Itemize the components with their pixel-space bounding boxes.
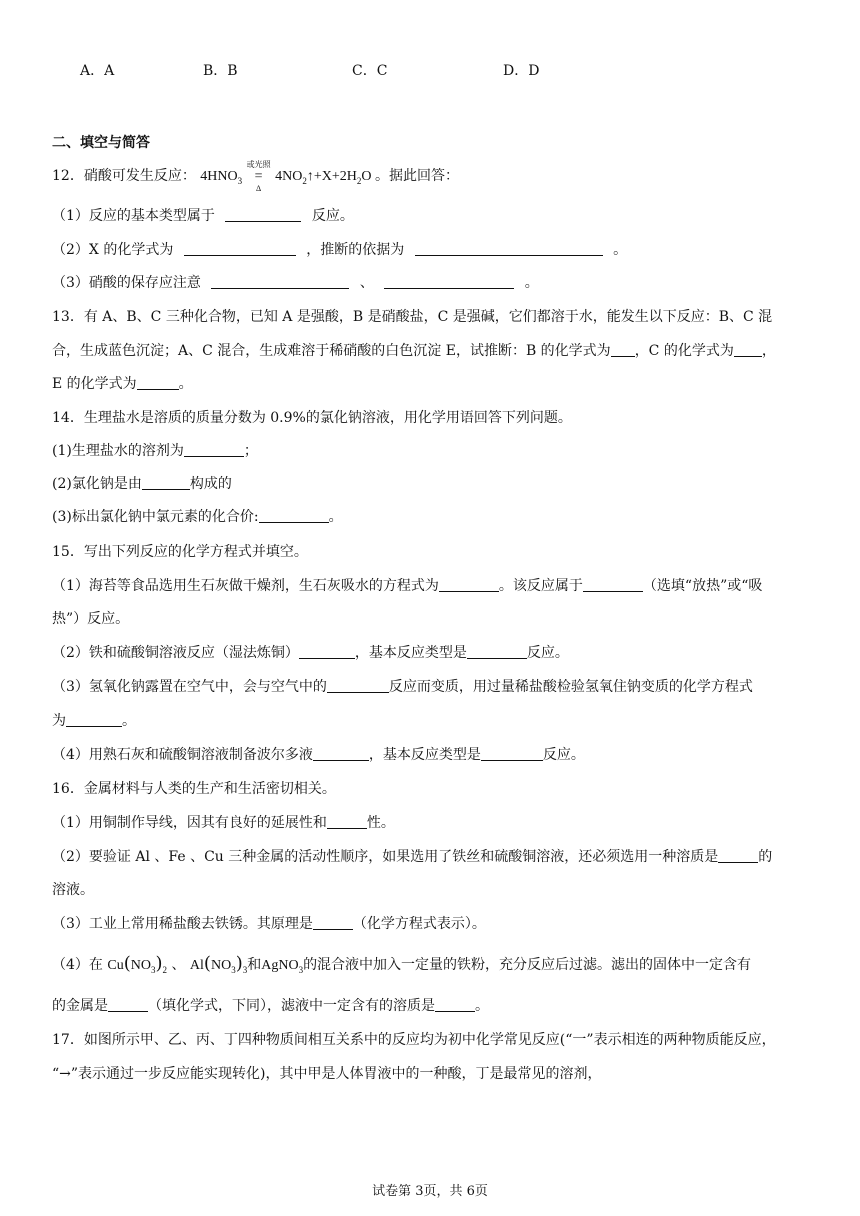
subscript: 3	[150, 965, 156, 975]
reaction-condition	[246, 159, 272, 193]
answer-blank[interactable]	[259, 508, 329, 523]
q14-p2-end: 构成的	[189, 476, 232, 492]
q12-equation	[200, 159, 375, 193]
answer-blank[interactable]	[481, 746, 543, 761]
q16-part3	[52, 914, 486, 934]
formula-agno3	[261, 958, 303, 973]
q16-p2-text: （2）要验证 Al 、Fe 、Cu 三种金属的活动性顺序，如果选用了铁丝和硫酸铜溶液，还必须选用一种溶质是	[52, 849, 719, 865]
answer-blank[interactable]	[327, 678, 389, 693]
answer-blank[interactable]	[211, 274, 349, 289]
answer-blank[interactable]	[299, 644, 355, 659]
condition-top: 或光照	[246, 159, 271, 169]
option-d: D．D	[503, 63, 540, 79]
answer-blank[interactable]	[415, 241, 603, 256]
product-rest: ↑+X+2H	[306, 169, 357, 184]
option-b: B．B	[203, 63, 238, 79]
answer-blank[interactable]	[718, 848, 758, 863]
q14-part2	[52, 474, 232, 494]
q16-part2-cont: 溶液。	[52, 882, 94, 898]
answer-blank[interactable]	[583, 577, 643, 592]
q13-line2	[52, 341, 776, 361]
subscript: 2	[302, 176, 307, 186]
answer-blank[interactable]	[142, 475, 190, 490]
q15-p3-end: 。	[122, 713, 136, 729]
q13-line2-end: ，	[761, 343, 776, 359]
q16-part4	[52, 954, 751, 976]
q14-p3-text: (3)标出氯化钠中氯元素的化合价:	[52, 509, 259, 525]
q16-part2	[52, 847, 772, 867]
q12-p2-text: （2）X 的化学式为	[52, 242, 174, 258]
q16-part4-cont	[52, 996, 489, 1016]
q16-p4-text: 的混合液中加入一定量的铁粉，充分反应后过滤。滤出的固体中一定含有	[303, 957, 752, 973]
silver-nitrate: AgNO	[261, 958, 299, 973]
q13-line3	[52, 374, 193, 394]
q16-p4b-end: 。	[475, 998, 489, 1014]
element-cu: Cu	[107, 958, 124, 973]
q15-stem: 15．写出下列反应的化学方程式并填空。	[52, 544, 308, 560]
answer-blank[interactable]	[137, 375, 179, 390]
separator: 、	[171, 957, 186, 973]
answer-blank[interactable]	[66, 712, 122, 727]
q16-p4b-mid: （填化学式，下同），滤液中一定含有的溶质是	[148, 998, 435, 1014]
q12-p3-text: （3）硝酸的保存应注意	[52, 275, 201, 291]
answer-blank[interactable]	[184, 241, 296, 256]
answer-blank[interactable]	[611, 342, 635, 357]
q15-p1-mid: 。该反应属于	[498, 578, 583, 594]
subscript: 2	[162, 965, 168, 975]
q14-p1-text: (1)生理盐水的溶剂为	[52, 443, 184, 459]
answer-blank[interactable]	[439, 577, 499, 592]
q12-p2-end: 。	[613, 242, 628, 258]
option-c: C．C	[352, 63, 388, 79]
answer-blank[interactable]	[384, 274, 514, 289]
q16-p3-text: （3）工业上常用稀盐酸去铁锈。其原理是	[52, 916, 313, 932]
product: 4NO	[275, 169, 303, 184]
q15-part4	[52, 745, 585, 765]
reactant: 4HNO	[200, 169, 238, 184]
q16-p1-text: （1）用铜制作导线，因其有良好的延展性和	[52, 815, 327, 831]
q12-p3-mid: 、	[359, 275, 374, 291]
q17-line2: “→”表示通过一步反应能实现转化)，其中甲是人体胃液中的一种酸，丁是最常见的溶剂，	[52, 1066, 602, 1082]
q12-p1-suffix: 反应。	[311, 208, 354, 224]
answer-blank[interactable]	[435, 997, 475, 1012]
q16-part1	[52, 813, 395, 833]
q12-p2-mid: ，推断的依据为	[306, 242, 405, 258]
q12-part2	[52, 240, 627, 260]
q15-p3-mid: 反应而变质，用过量稀盐酸检验氢氧住钠变质的化学方程式	[388, 679, 753, 695]
q12-stem-prefix: 12．硝酸可发生反应：	[52, 168, 196, 184]
q15-part3-cont	[52, 711, 136, 731]
answer-blank[interactable]	[108, 997, 148, 1012]
q14-p1-end: ；	[243, 443, 258, 459]
q14-p3-end: 。	[328, 509, 343, 525]
answer-blank[interactable]	[184, 442, 244, 457]
subscript: 3	[242, 965, 248, 975]
answer-blank[interactable]	[327, 814, 367, 829]
q15-p2-text: （2）铁和硫酸铜溶液反应（湿法炼铜）	[52, 645, 299, 661]
condition-bottom: Δ	[256, 183, 262, 193]
q13-line1: 13．有 A、B、C 三种化合物，已知 A 是强酸，B 是硝酸盐，C 是强碱，它们都溶于水，能发生以下反应：B、C 混	[52, 309, 773, 325]
q15-part1	[52, 576, 762, 596]
q13-line3-end: 。	[178, 376, 193, 392]
q15-p4-mid: ，基本反应类型是	[368, 747, 481, 763]
q15-p1-text: （1）海苔等食品选用生石灰做干燥剂，生石灰吸水的方程式为	[52, 578, 439, 594]
element-al: Al	[189, 958, 204, 973]
q15-p3-prefix: 为	[52, 713, 66, 729]
q15-p2-end: 反应。	[526, 645, 569, 661]
q15-p4-text: （4）用熟石灰和硫酸铜溶液制备波尔多液	[52, 747, 313, 763]
answer-blank[interactable]	[313, 746, 369, 761]
q12-part1	[52, 206, 354, 226]
nitrate: NO	[130, 958, 151, 973]
q15-part2	[52, 643, 569, 663]
q16-p2-end: 的	[758, 849, 773, 865]
q16-p4-prefix: （4）在	[52, 957, 103, 973]
q15-p3-text: （3）氢氧化钠露置在空气中，会与空气中的	[52, 679, 327, 695]
q16-p1-end: 性。	[366, 815, 395, 831]
q14-p2-text: (2)氯化钠是由	[52, 476, 142, 492]
subscript: 2	[356, 176, 362, 186]
q15-p2-mid: ，基本反应类型是	[354, 645, 467, 661]
q15-part1-cont: 热”）反应。	[52, 611, 130, 627]
q12-p1-text: （1）反应的基本类型属于	[52, 208, 215, 224]
q14-part3	[52, 507, 343, 527]
q16-p3-end: （化学方程式表示）。	[352, 916, 486, 932]
nitrate: NO	[210, 958, 232, 973]
q14-part1	[52, 441, 258, 461]
answer-blank[interactable]	[313, 915, 353, 930]
condition-equals: =	[254, 168, 263, 184]
q14-stem: 14．生理盐水是溶质的质量分数为 0.9%的氯化钠溶液，用化学用语回答下列问题。	[52, 410, 572, 426]
q16-stem: 16．金属材料与人类的生产和生活密切相关。	[52, 781, 336, 797]
q12-stem-suffix: 。据此回答：	[375, 168, 459, 184]
page-footer: 试卷第 3页，共 6页	[372, 1184, 488, 1199]
q12-p3-end: 。	[524, 275, 539, 291]
q13-line2-mid: ，C 的化学式为	[634, 343, 734, 359]
answer-blank[interactable]	[225, 207, 301, 222]
q15-part3	[52, 677, 753, 697]
q12-part3	[52, 273, 539, 293]
q15-p1-hint: （选填“放热”或“吸	[642, 578, 763, 594]
option-a: A．A	[80, 63, 115, 79]
q15-p4-end: 反应。	[542, 747, 585, 763]
answer-blank[interactable]	[467, 644, 527, 659]
q13-line3-text: E 的化学式为	[52, 376, 137, 392]
subscript: 3	[237, 176, 243, 186]
q13-line2-text: 合，生成蓝色沉淀；A、C 混合，生成难溶于稀硝酸的白色沉淀 E，试推断：B 的化学式为	[52, 343, 611, 359]
q12-stem	[52, 159, 459, 193]
subscript: 3	[231, 965, 236, 975]
formula-cu-no3-2: $Cu(NO_3)_2$	[107, 953, 168, 975]
q16-p4b-text: 的金属是	[52, 998, 108, 1014]
oxygen: O	[361, 169, 372, 184]
connector: 和	[247, 957, 262, 973]
q17-line1: 17．如图所示甲、乙、丙、丁四种物质间相互关系中的反应均为初中化学常见反应(“一”表示相连的两种物质能反应，	[52, 1032, 776, 1048]
subscript: 3	[298, 965, 304, 975]
formula-al-no3-3: $Al(NO_3)_3$	[189, 953, 248, 975]
answer-blank[interactable]	[734, 342, 762, 357]
section-title: 二、填空与简答	[52, 135, 150, 151]
